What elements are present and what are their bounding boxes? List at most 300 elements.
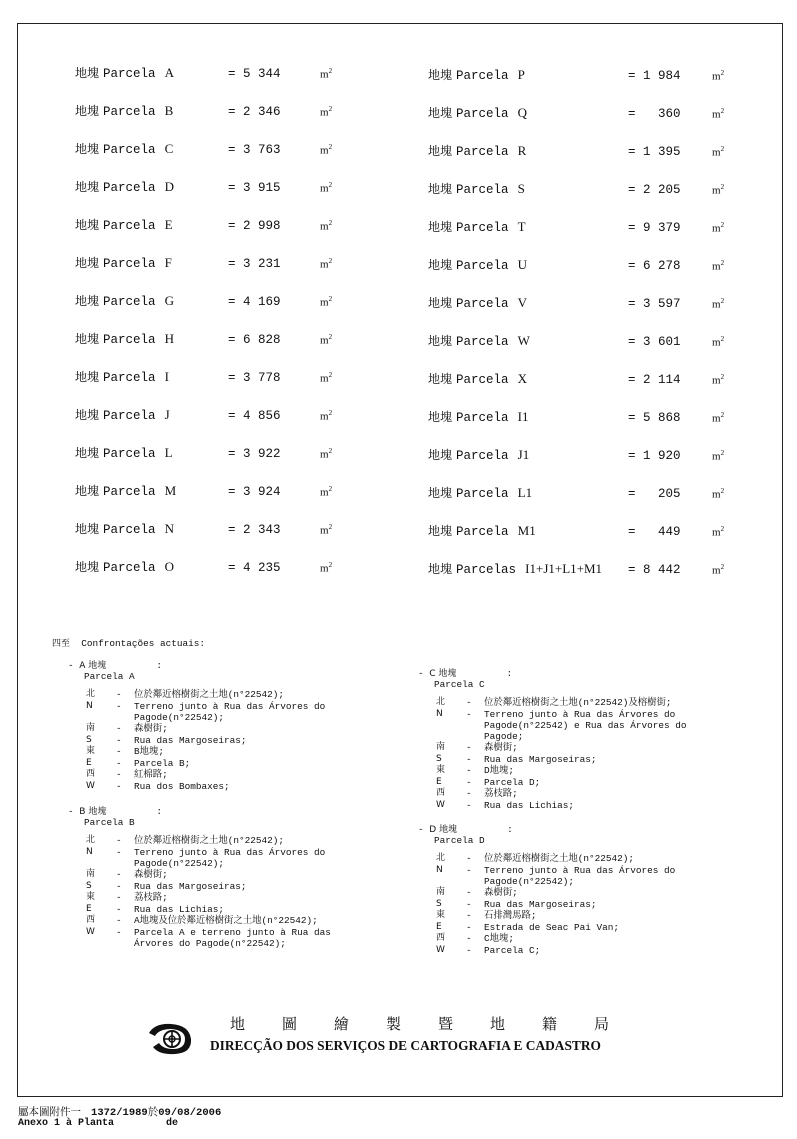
confrontation-row — [86, 881, 386, 892]
parcel-unit — [712, 487, 724, 501]
block-dash: - — [68, 806, 74, 817]
row-dash: - — [116, 780, 122, 792]
parcel-area: = 5 868 — [628, 411, 681, 425]
confrontation-row — [436, 853, 736, 864]
parcel-area: = 9 379 — [628, 221, 681, 235]
parcel-unit — [320, 219, 332, 233]
confrontation-row — [86, 892, 386, 903]
parcel-zh: 地塊 — [428, 258, 453, 272]
unit-exp: 2 — [720, 373, 725, 381]
confrontation-row — [436, 922, 736, 933]
confrontation-row — [436, 865, 736, 887]
parcel-label — [75, 444, 173, 461]
row-dash: - — [116, 926, 122, 938]
parcel-area: = 3 924 — [228, 485, 281, 499]
row-key: 西 — [436, 788, 446, 798]
parcel-word: Parcela — [103, 333, 156, 347]
parcel-label — [75, 406, 170, 423]
confrontation-row — [86, 835, 386, 846]
parcel-id: V — [517, 295, 528, 310]
row-dash: - — [116, 689, 122, 700]
unit-exp: 2 — [720, 487, 725, 495]
parcel-label — [428, 332, 530, 349]
parcel-unit — [320, 333, 332, 347]
parcel-label — [428, 522, 536, 539]
parcel-zh: 地塊 — [428, 68, 453, 82]
unit-exp: 2 — [328, 447, 333, 455]
parcel-label — [428, 560, 602, 577]
row-key: 東 — [436, 910, 446, 920]
parcel-unit — [320, 181, 332, 195]
parcel-area: = 1 920 — [628, 449, 681, 463]
parcel-unit — [320, 67, 332, 81]
row-key: N — [86, 700, 93, 711]
parcel-label — [75, 178, 174, 195]
parcel-id: L — [164, 445, 173, 460]
confrontation-row — [86, 735, 386, 746]
dscc-logo — [145, 1021, 195, 1057]
row-dash: - — [116, 700, 122, 712]
parcel-word: Parcela — [103, 105, 156, 119]
row-text: 森樹街; — [484, 742, 518, 753]
parcel-area: = 3 763 — [228, 143, 281, 157]
parcel-label — [75, 330, 174, 347]
parcel-label — [75, 368, 169, 385]
parcel-id: P — [517, 67, 525, 82]
unit-exp: 2 — [720, 69, 725, 77]
parcel-unit — [320, 143, 332, 157]
row-text: Parcela C; — [484, 944, 541, 956]
unit-exp: 2 — [328, 219, 333, 227]
confrontation-row — [86, 927, 386, 949]
row-text: 位於鄰近榕樹街之土地(n°22542); — [484, 853, 635, 864]
parcel-area: = 2 346 — [228, 105, 281, 119]
parcel-id: Q — [517, 105, 528, 120]
parcel-zh: 地塊 — [75, 218, 100, 232]
row-text: Rua das Margoseiras; — [134, 734, 247, 746]
parcel-word: Parcela — [456, 107, 509, 121]
row-key: 南 — [436, 742, 446, 752]
annex-de: de — [166, 1118, 179, 1129]
row-dash: - — [466, 776, 472, 788]
parcel-word: Parcela — [103, 561, 156, 575]
annex-zh: 屬本圖附件一 — [18, 1106, 81, 1118]
parcel-word: Parcela — [456, 297, 509, 311]
row-dash: - — [116, 734, 122, 746]
unit-exp: 2 — [328, 409, 333, 417]
confrontation-row — [436, 765, 736, 776]
row-key: S — [436, 753, 442, 764]
parcel-unit — [712, 183, 724, 197]
row-text: 石排灣馬路; — [484, 910, 537, 921]
row-key: E — [86, 757, 92, 768]
parcel-zh: 地塊 — [75, 180, 100, 194]
annex-date: 09/08/2006 — [158, 1107, 222, 1119]
row-text: 森樹街; — [134, 869, 168, 880]
parcel-label — [75, 216, 173, 233]
parcel-id: R — [517, 143, 527, 158]
parcel-unit — [320, 371, 332, 385]
parcel-id: J1 — [517, 447, 530, 462]
confrontation-row — [86, 701, 386, 723]
confrontation-row — [86, 869, 386, 880]
row-text: Terreno junto à Rua das Árvores do Pagode(n°22542) e Rua das Árvores do Pagode; — [484, 708, 687, 742]
unit-exp: 2 — [328, 295, 333, 303]
row-key: 南 — [86, 723, 96, 733]
row-key: N — [436, 708, 443, 719]
parcel-area: = 2 205 — [628, 183, 681, 197]
row-text: Rua das Margoseiras; — [484, 753, 597, 765]
row-dash: - — [466, 708, 472, 720]
confrontation-row — [436, 697, 736, 708]
row-dash: - — [466, 921, 472, 933]
row-dash: - — [466, 697, 472, 708]
row-text: 荔枝路; — [484, 788, 518, 799]
footer-title-zh: 地圖繪製暨地籍局 — [230, 1015, 647, 1033]
parcel-area: = 4 169 — [228, 295, 281, 309]
unit-base: m — [320, 68, 329, 81]
parcel-zh: 地塊 — [75, 370, 100, 384]
parcel-zh: 地塊 — [428, 296, 453, 310]
row-text: Rua das Margoseiras; — [484, 898, 597, 910]
unit-base: m — [712, 526, 721, 539]
parcel-id: J — [164, 407, 170, 422]
row-text: B地塊; — [134, 746, 165, 757]
parcel-id: M — [164, 483, 177, 498]
unit-base: m — [712, 450, 721, 463]
parcel-label — [428, 446, 529, 463]
block-colon: : — [506, 668, 513, 679]
row-key: 東 — [436, 765, 446, 775]
parcel-zh: 地塊 — [75, 522, 100, 536]
parcel-unit — [320, 257, 332, 271]
parcel-label — [75, 64, 174, 81]
unit-base: m — [320, 296, 329, 309]
parcel-id: L1 — [517, 485, 533, 500]
row-key: W — [436, 944, 445, 955]
unit-base: m — [712, 298, 721, 311]
block-zh: A 地塊 — [79, 661, 107, 671]
parcel-word: Parcela — [456, 449, 509, 463]
parcel-word: Parcela — [103, 181, 156, 195]
parcel-area: = 3 601 — [628, 335, 681, 349]
row-key: E — [436, 776, 442, 787]
parcel-word: Parcela — [456, 525, 509, 539]
row-dash: - — [466, 742, 472, 753]
parcel-id: H — [164, 331, 175, 346]
row-key: 東 — [86, 892, 96, 902]
confrontation-row — [86, 769, 386, 780]
confrontation-row — [436, 933, 736, 944]
unit-base: m — [320, 562, 329, 575]
parcel-label — [428, 408, 529, 425]
row-text: D地塊; — [484, 765, 515, 776]
parcel-area: = 1 395 — [628, 145, 681, 159]
row-dash: - — [466, 753, 472, 765]
block-colon: : — [156, 660, 162, 671]
row-dash: - — [116, 769, 122, 780]
parcel-word: Parcela — [103, 523, 156, 537]
parcel-label — [75, 254, 172, 271]
unit-base: m — [320, 182, 329, 195]
block-zh: C 地塊 — [429, 669, 457, 679]
parcel-word: Parcela — [103, 295, 156, 309]
unit-exp: 2 — [328, 333, 333, 341]
parcel-unit — [320, 485, 332, 499]
unit-exp: 2 — [720, 449, 725, 457]
confrontation-row — [436, 899, 736, 910]
parcel-word: Parcela — [456, 69, 509, 83]
parcel-zh: 地塊 — [428, 448, 453, 462]
block-dash: - — [418, 824, 424, 835]
unit-base: m — [320, 106, 329, 119]
row-text: Parcela B; — [134, 757, 191, 769]
parcel-zh: 地塊 — [428, 182, 453, 196]
row-key: 東 — [86, 746, 96, 756]
row-dash: - — [116, 869, 122, 880]
unit-exp: 2 — [720, 259, 725, 267]
confrontation-row — [436, 777, 736, 788]
row-dash: - — [466, 898, 472, 910]
parcel-unit — [712, 145, 724, 159]
block-pt: Parcela C — [434, 679, 485, 690]
parcel-area: = 8 442 — [628, 563, 681, 577]
parcel-word: Parcela — [103, 409, 156, 423]
parcel-area: = 4 235 — [228, 561, 281, 575]
row-key: 北 — [436, 697, 446, 707]
parcel-unit — [712, 297, 724, 311]
parcel-zh: 地塊 — [75, 104, 100, 118]
row-dash: - — [116, 903, 122, 915]
parcel-area: = 3 922 — [228, 447, 281, 461]
confrontation-row — [436, 709, 736, 742]
row-key: 北 — [436, 853, 446, 863]
block-colon: : — [156, 806, 162, 817]
unit-base: m — [712, 146, 721, 159]
unit-base: m — [712, 374, 721, 387]
parcel-id: S — [517, 181, 525, 196]
confrontation-row — [436, 910, 736, 921]
unit-exp: 2 — [720, 335, 725, 343]
unit-exp: 2 — [720, 145, 725, 153]
row-dash: - — [466, 933, 472, 944]
row-dash: - — [466, 799, 472, 811]
unit-exp: 2 — [328, 67, 333, 75]
parcel-zh: 地塊 — [75, 256, 100, 270]
parcel-id: W — [517, 333, 530, 348]
row-key: 南 — [86, 869, 96, 879]
confrontation-row — [436, 887, 736, 898]
parcel-unit — [712, 373, 724, 387]
parcel-unit — [320, 105, 332, 119]
row-dash: - — [466, 887, 472, 898]
parcel-id: G — [164, 293, 175, 308]
parcel-word: Parcela — [456, 411, 509, 425]
row-key: 北 — [86, 689, 96, 699]
parcel-word: Parcela — [456, 335, 509, 349]
parcel-area: = 360 — [628, 107, 681, 121]
row-text: Rua das Lichias; — [134, 903, 225, 915]
parcel-zh: 地塊 — [428, 524, 453, 538]
unit-exp: 2 — [328, 257, 333, 265]
parcel-id: F — [164, 255, 172, 270]
parcel-area: = 449 — [628, 525, 681, 539]
parcel-label — [75, 558, 174, 575]
unit-exp: 2 — [720, 183, 725, 191]
row-key: E — [86, 903, 92, 914]
row-key: W — [86, 780, 95, 791]
parcel-zh: 地塊 — [75, 446, 100, 460]
parcel-unit — [320, 561, 332, 575]
row-text: Terreno junto à Rua das Árvores do Pagode(n°22542); — [484, 864, 676, 887]
parcel-zh: 地塊 — [75, 560, 100, 574]
row-text: Estrada de Seac Pai Van; — [484, 921, 620, 933]
unit-exp: 2 — [328, 181, 333, 189]
parcel-zh: 地塊 — [428, 144, 453, 158]
unit-base: m — [320, 220, 329, 233]
parcel-area: = 6 828 — [228, 333, 281, 347]
parcel-area: = 2 114 — [628, 373, 681, 387]
annex-number: 1372/1989 — [91, 1107, 148, 1119]
parcel-word: Parcela — [103, 219, 156, 233]
confrontation-row — [86, 723, 386, 734]
unit-base: m — [712, 70, 721, 83]
confrontation-row — [436, 754, 736, 765]
parcel-unit — [712, 107, 724, 121]
row-dash: - — [466, 788, 472, 799]
parcel-word: Parcela — [456, 373, 509, 387]
block-pt: Parcela A — [84, 671, 135, 682]
parcel-id: I1 — [517, 409, 529, 424]
row-key: W — [86, 926, 95, 937]
unit-base: m — [320, 144, 329, 157]
parcel-area: = 2 998 — [228, 219, 281, 233]
parcel-zh: 地塊 — [428, 410, 453, 424]
row-text: Parcela A e terreno junto à Rua das Árvores do Pagode(n°22542); — [134, 926, 331, 949]
unit-exp: 2 — [720, 297, 725, 305]
row-key: 南 — [436, 887, 446, 897]
parcel-zh: 地塊 — [75, 332, 100, 346]
parcel-id: T — [517, 219, 526, 234]
row-text: Rua dos Bombaxes; — [134, 780, 230, 792]
parcel-label — [428, 104, 527, 121]
row-key: N — [86, 846, 93, 857]
parcel-id: I — [164, 369, 169, 384]
row-key: 西 — [86, 915, 96, 925]
unit-exp: 2 — [328, 143, 333, 151]
parcel-word: Parcela — [456, 183, 509, 197]
footer-title-pt: DIRECÇÃO DOS SERVIÇOS DE CARTOGRAFIA E CADASTRO — [210, 1038, 601, 1053]
unit-exp: 2 — [720, 563, 725, 571]
confrontations-heading — [52, 638, 205, 650]
unit-base: m — [712, 108, 721, 121]
confrontation-row — [436, 800, 736, 811]
row-dash: - — [466, 765, 472, 776]
parcel-id: D — [164, 179, 175, 194]
row-dash: - — [116, 892, 122, 903]
row-text: 紅棉路; — [134, 769, 168, 780]
annex-note — [18, 1104, 221, 1119]
parcel-word: Parcela — [103, 67, 156, 81]
parcel-unit — [320, 409, 332, 423]
row-text: Rua das Lichias; — [484, 799, 575, 811]
row-text: C地塊; — [484, 933, 515, 944]
row-text: 位於鄰近榕樹街之土地(n°22542)及榕樹街; — [484, 697, 672, 708]
parcel-word: Parcelas — [456, 563, 517, 577]
confrontation-row — [436, 742, 736, 753]
parcel-id: O — [164, 559, 175, 574]
unit-base: m — [320, 448, 329, 461]
confrontation-row — [86, 689, 386, 700]
parcel-area: = 3 915 — [228, 181, 281, 195]
unit-base: m — [320, 524, 329, 537]
row-dash: - — [116, 746, 122, 757]
unit-exp: 2 — [328, 523, 333, 531]
unit-exp: 2 — [328, 485, 333, 493]
row-key: E — [436, 921, 442, 932]
confrontation-row — [436, 945, 736, 956]
unit-base: m — [320, 372, 329, 385]
parcel-unit — [712, 525, 724, 539]
parcel-zh: 地塊 — [75, 408, 100, 422]
heading-zh: 四至 — [52, 639, 71, 649]
row-text: 荔枝路; — [134, 892, 168, 903]
unit-exp: 2 — [328, 561, 333, 569]
parcel-word: Parcela — [103, 143, 156, 157]
row-key: 西 — [86, 769, 96, 779]
parcel-zh: 地塊 — [428, 106, 453, 120]
parcel-area: = 4 856 — [228, 409, 281, 423]
parcel-word: Parcela — [103, 447, 156, 461]
parcel-zh: 地塊 — [428, 334, 453, 348]
block-dash: - — [418, 668, 424, 679]
parcel-id: M1 — [517, 523, 536, 538]
row-key: 北 — [86, 835, 96, 845]
parcel-unit — [320, 523, 332, 537]
row-dash: - — [116, 757, 122, 769]
parcel-label — [428, 370, 527, 387]
parcel-area: = 6 278 — [628, 259, 681, 273]
parcel-label — [428, 484, 532, 501]
row-dash: - — [466, 864, 472, 876]
confrontation-row — [86, 904, 386, 915]
row-text: Terreno junto à Rua das Árvores do Pagode(n°22542); — [134, 846, 326, 869]
row-key: W — [436, 799, 445, 810]
parcel-unit — [712, 449, 724, 463]
row-text: 位於鄰近榕樹街之土地(n°22542); — [134, 835, 285, 846]
annex-pt: Anexo 1 à Planta — [18, 1118, 115, 1129]
parcel-label — [75, 140, 173, 157]
block-colon: : — [507, 824, 513, 835]
unit-base: m — [712, 564, 721, 577]
parcel-unit — [712, 259, 724, 273]
row-key: 西 — [436, 933, 446, 943]
row-text: A地塊及位於鄰近榕樹街之土地(n°22542); — [134, 915, 318, 926]
parcel-label — [428, 142, 526, 159]
parcel-word: Parcela — [456, 145, 509, 159]
parcel-label — [428, 218, 526, 235]
parcel-zh: 地塊 — [75, 484, 100, 498]
row-key: S — [86, 734, 92, 745]
parcel-zh: 地塊 — [428, 486, 453, 500]
unit-exp: 2 — [720, 525, 725, 533]
parcel-unit — [712, 411, 724, 425]
row-dash: - — [466, 853, 472, 864]
unit-exp: 2 — [720, 221, 725, 229]
unit-exp: 2 — [720, 107, 725, 115]
parcel-area: = 3 778 — [228, 371, 281, 385]
parcel-id: X — [517, 371, 528, 386]
